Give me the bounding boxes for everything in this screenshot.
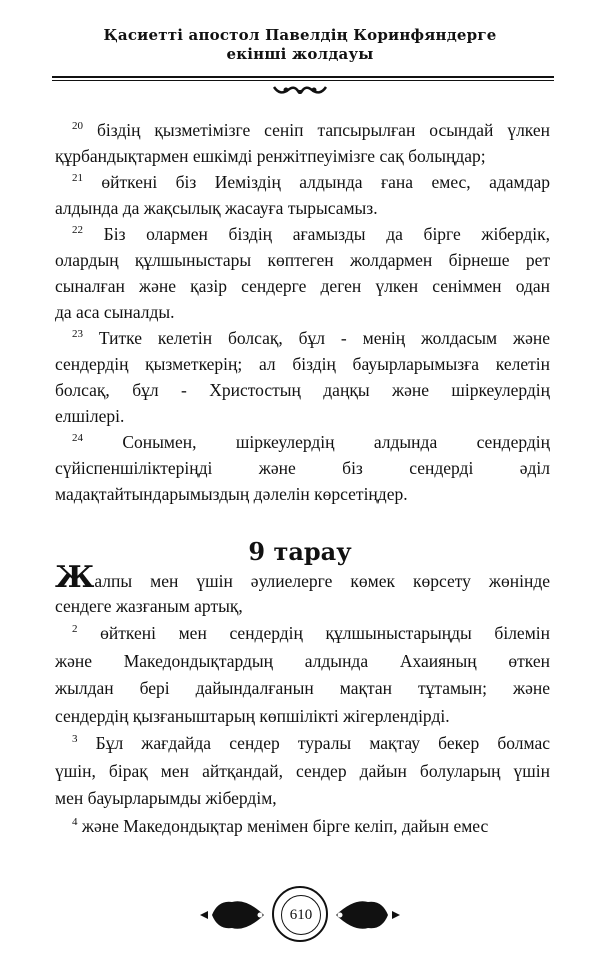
verse-line <box>55 197 550 219</box>
line-text: сүйіспеншіліктеріңді және біз сендерді әділ <box>55 458 550 478</box>
line-text: және Македондықтар менімен бірге келіп, дайын емес <box>81 815 489 836</box>
header-rule <box>52 76 554 78</box>
verse-number: 24 <box>72 432 83 444</box>
line-text: мен бауырларымды жібердім, <box>55 788 277 808</box>
line-text: сендеге жазғаным артық, <box>55 595 243 616</box>
chapter-heading: 9 тарау <box>248 537 352 566</box>
verse-line <box>55 650 550 672</box>
line-text: Титке келетін болсақ, бұл - менің жолдасым және <box>98 328 550 348</box>
header-rule <box>52 80 554 81</box>
verse-number: 20 <box>72 120 83 132</box>
verse-line <box>55 145 550 167</box>
drop-cap: Ж <box>55 560 95 595</box>
verse-number: 22 <box>72 224 83 236</box>
line-text: Сонымен, шіркеулердің алдында сендердің <box>122 432 551 452</box>
verse-line-start <box>72 622 550 644</box>
verse-line <box>55 249 550 271</box>
verse-line <box>55 379 550 401</box>
verse-line-start <box>72 171 550 193</box>
verse-number: 3 <box>72 733 78 745</box>
verse-line <box>55 457 550 479</box>
line-text: алпы мен үшін әулиелерге көмек көрсету жөнінде <box>94 571 550 591</box>
line-text: сендердің қызғаныштарың көпшілікті жігерлендірді. <box>55 705 450 726</box>
verse-line <box>55 760 550 782</box>
verse-line-start <box>55 560 550 595</box>
line-text: да аса сыналды. <box>55 302 175 322</box>
verse-line-start <box>72 815 550 837</box>
verse-line <box>55 301 550 323</box>
line-text: Бұл жағдайда сендер туралы мақтау бекер болмас <box>95 733 550 753</box>
line-text: елшілері. <box>55 406 125 426</box>
line-text: өйткені мен сендердің құлшыныстарыңды білемін <box>100 623 550 643</box>
verse-number: 23 <box>72 328 83 340</box>
line-text: мадақтайтындарымыздың дәлелін көрсетіңдер. <box>55 484 408 504</box>
verse-number: 4 <box>72 815 78 828</box>
verse-line-start <box>72 431 550 453</box>
running-title-line2: екінші жолдауы <box>226 45 374 63</box>
line-text: біздің қызметімізге сеніп тапсырылған осындай үлкен <box>96 120 551 140</box>
page-number-frame <box>272 886 328 942</box>
verse-line <box>55 677 550 699</box>
verse-number: 21 <box>72 172 83 184</box>
line-text: жылдан бері дайындалғанын мақтан тұтамын; және <box>55 678 550 698</box>
verse-line <box>55 275 550 297</box>
verse-line-start <box>72 223 550 245</box>
verse-line <box>55 483 550 505</box>
line-text: олардың құлшыныстары көптеген жолдармен бірнеше рет <box>55 250 550 270</box>
line-text: құрбандықтармен ешкімді ренжітпеуімізге сақ болыңдар; <box>55 146 486 166</box>
verse-line <box>55 787 550 809</box>
line-text: сендердің қызметкерің; ал біздің бауырларымызға келетін <box>55 354 550 374</box>
verse-line-start <box>72 327 550 349</box>
running-title-line1: Қасиетті апостол Павелдің Коринфяндерге <box>103 26 497 44</box>
line-text: болсақ, бұл - Христостың даңқы және шіркеулердің <box>55 380 550 400</box>
line-text: үшін, бірақ мен айтқандай, сендер дайын болуларың үшін <box>55 760 550 781</box>
verse-line <box>55 405 550 427</box>
line-text: сыналған және қазір сендерге деген үлкен сеніммен одан <box>55 276 550 296</box>
line-text: өйткені біз Иеміздің алдында ғана емес, адамдар <box>101 172 551 192</box>
verse-line <box>55 705 550 727</box>
line-text: Біз олармен біздің ағамызды да бірге жібердік, <box>103 224 550 244</box>
header-ornament-icon <box>270 82 330 98</box>
line-text: алдында да жақсылық жасауға тырысамыз. <box>55 198 378 218</box>
footer-ornament-left-icon <box>198 890 270 940</box>
line-text: және Македондықтардың алдында Ахаияның өткен <box>55 650 550 671</box>
page-number: 610 <box>281 895 321 935</box>
verse-line <box>55 353 550 375</box>
verse-line <box>55 595 550 617</box>
verse-line-start <box>72 732 550 754</box>
verse-number: 2 <box>72 623 78 635</box>
verse-line-start <box>72 119 550 141</box>
footer-ornament-right-icon <box>330 890 402 940</box>
